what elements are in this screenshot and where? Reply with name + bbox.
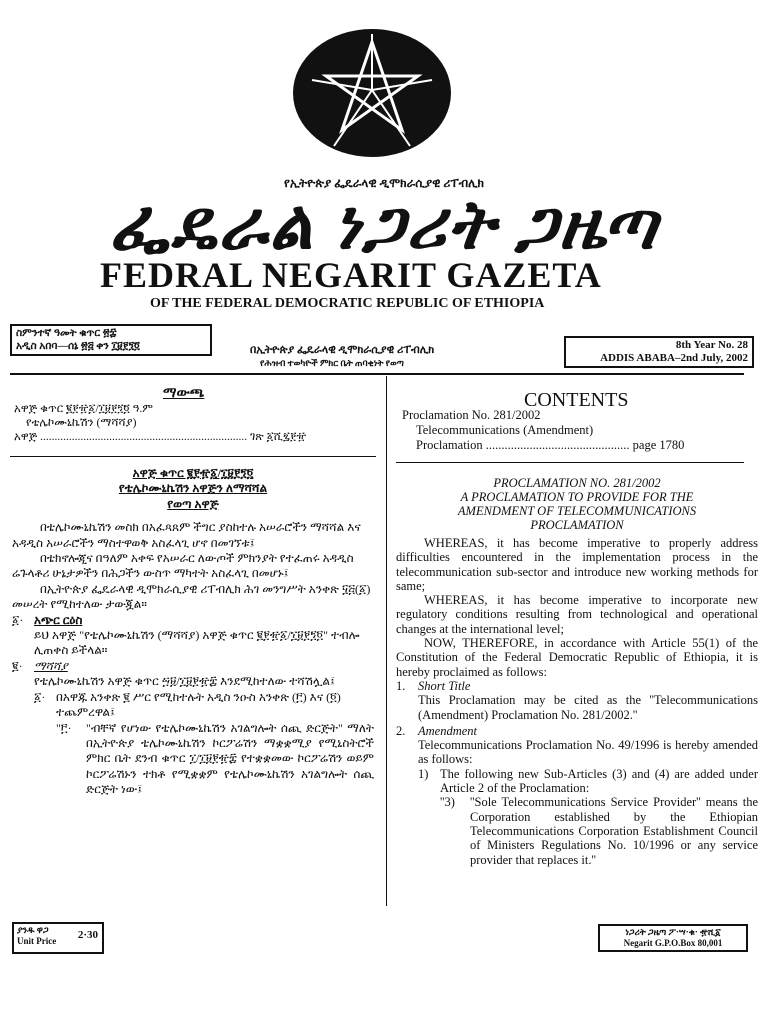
- issue-info-english: [564, 336, 754, 368]
- preamble-paragraph: NOW, THEREFORE, in accordance with Article 55(1) of the Constitution of the Federal Democratic Republic of Ethiopia, it is hereby proclaimed as follows:: [396, 636, 758, 679]
- unit-price-label-amharic: ያንዱ ዋጋ: [17, 925, 49, 935]
- contents-english: [402, 408, 742, 453]
- contents-amharic: [14, 402, 374, 444]
- issue-line: ADDIS ABABA–2nd July, 2002: [600, 352, 748, 364]
- issue-line: ስምንተኛ ዓመት ቁጥር ፳፰: [16, 328, 117, 339]
- preamble-paragraph: WHEREAS, it has become imperative to incorporate new regulatory conditions resulting from technological and operational changes at the international level;: [396, 593, 758, 636]
- unit-price-value: 2·30: [77, 929, 98, 941]
- article-number: 1.: [396, 678, 406, 693]
- article: [12, 659, 374, 674]
- issue-info-amharic: [10, 324, 212, 356]
- contents-title: CONTENTS: [524, 389, 629, 411]
- divider: [396, 462, 744, 463]
- proclamation-heading: AMENDMENT OF TELECOMMUNICATIONS: [457, 504, 697, 518]
- sub-article-number: "፫·: [56, 720, 72, 735]
- article-number: ፪·: [12, 658, 23, 673]
- sub-article-number: ፩·: [34, 689, 46, 704]
- sub-article: [396, 767, 758, 796]
- masthead-english-title: FEDRAL NEGARIT GAZETA: [100, 255, 602, 295]
- preamble-paragraph: WHEREAS, it has become imperative to properly address difficulties encountered in the implementation process in the telecommunication sub-sector and introduce new working methods for same;: [396, 536, 758, 593]
- po-box: [598, 924, 748, 952]
- sub-article-text: "ብቸኛ የሆነው የቴሌኮሙኒኬሽን አገልግሎት ሰጪ ድርጅት" ማለት በኢትዮጵያ ቴሌኮሙኒኬሽን ኮርፖሬሽን ማቋቋሚያ የሚኒስትሮች ምክር ቤት ደንብ ቁጥር ፲/፲፱፻፹፰ የተቋቋመው ኮርፖሬሽን ወይም ኮርፖሬሽኑን ተክቶ የሚቋቋም የቴሌኮሙኒኬሽን አገልግሎት ሰጪ ድርጅት ነው፤: [86, 720, 374, 797]
- masthead-amharic-top: የኢትዮጵያ ፌዴራላዊ ዲሞክራሲያዊ ሪፐብሊክ: [284, 176, 484, 190]
- article-number: ፩·: [12, 612, 24, 627]
- proclamation-heading: A PROCLAMATION TO PROVIDE FOR THE: [460, 490, 694, 504]
- contents-line: Proclamation No. 281/2002: [402, 408, 541, 422]
- divider: [10, 456, 376, 457]
- contents-line: አዋጅ ቁጥር ፪፻፹፩/፲፱፻፺፬ ዓ.ም: [14, 403, 153, 415]
- unit-price-box: [12, 922, 104, 954]
- issue-line: አዲስ አበባ—ሰኔ ፳፭ ቀን ፲፱፻፺፬: [16, 341, 140, 352]
- article-text: Telecommunications Proclamation No. 49/1996 is hereby amended as follows:: [418, 738, 758, 767]
- issue-authority: [250, 344, 434, 370]
- proclamation-heading: የወጣ አዋጅ: [167, 496, 219, 511]
- contents-line: Proclamation .............................................. page 1780: [416, 438, 685, 452]
- issue-authority-line: በኢትዮጵያ ፌዴራላዊ ዲሞክራሲያዊ ሪፐብሊክ: [250, 344, 435, 356]
- proclamation-heading: የቴሌኮሙኒኬሽን አዋጅን ለማሻሻል: [118, 481, 268, 496]
- article-number: 2.: [396, 723, 406, 738]
- english-column: [396, 476, 758, 867]
- preamble-paragraph: በኢትዮጵያ ፌዴራላዊ ዲሞክራሲያዊ ሪፐብሊክ ሕገ መንግሥት አንቀጽ ፶፭(፩) መሠረት የሚከተለው ታውጇል።: [12, 581, 371, 612]
- column-divider: [386, 376, 387, 906]
- masthead-english-subtitle: OF THE FEDERAL DEMOCRATIC REPUBLIC OF ETHIOPIA: [150, 296, 545, 311]
- proclamation-heading: PROCLAMATION NO. 281/2002: [493, 476, 661, 490]
- article: [12, 613, 374, 628]
- sub-article-text: ''Sole Telecommunications Service Provider'' means the Corporation established by the Ethiopian Telecommunications Corporation Establishment Council of Ministers Regulations No. 10/1996 or any service provider that replaces it.'': [470, 795, 758, 867]
- article: [396, 679, 758, 693]
- article-title: Amendment: [418, 723, 478, 738]
- article-title: ማሻሻያ: [34, 658, 68, 673]
- article-title: Short Title: [418, 678, 471, 693]
- contents-line: የቴሌኮሙኒኬሽን (ማሻሻያ): [26, 417, 137, 429]
- proclamation-heading: PROCLAMATION: [530, 518, 624, 532]
- article-text: የቴሌኮሙኒኬሽን አዋጅ ቁጥር ፵፱/፲፱፻፹፰ እንደሚከተለው ተሻሽሏል፤: [34, 674, 335, 689]
- sub-article: [12, 721, 374, 798]
- issue-line: 8th Year No. 28: [675, 339, 748, 351]
- po-box-english: Negarit G.P.O.Box 80,001: [623, 938, 723, 948]
- star-emblem-icon: [292, 28, 452, 158]
- sub-article-number: 1): [418, 766, 429, 781]
- divider: [10, 373, 744, 375]
- masthead-amharic-title: ፌዴራል ነጋሪት ጋዜጣ: [109, 187, 659, 263]
- contents-amharic-title: ማውጫ: [163, 386, 205, 401]
- amharic-column: [12, 466, 374, 798]
- preamble-paragraph: በቴሌኮሙኒኬሽን መስክ በአፈጻጸም ችግር ያስከተሉ አሠራሮችን ማሻሻል እና አዳዲስ አሠራሮችን ማስተዋወቅ አስፈላጊ ሆኖ በመገኘቱ፤: [12, 520, 361, 550]
- unit-price-label: Unit Price: [17, 936, 57, 946]
- sub-article-number: ''3): [440, 795, 455, 810]
- sub-article-text: The following new Sub-Articles (3) and (4) are added under Article 2 of the Proclamation:: [440, 766, 758, 796]
- contents-line: አዋጅ ........................................................................ ገጽ ፩ሺ፯፻፹: [14, 431, 307, 443]
- issue-authority-line: የሕዝብ ተወካዮች ምክር ቤት ጠባቂነት የወጣ: [260, 358, 404, 368]
- preamble-paragraph: በቴክኖሎጂና በዓለም አቀፍ የአሠራር ለውጦች ምክንያት የተፈጠሩ አዳዲስ ሬጉላቶሪ ሁኔታዎችን በሕጋችን ውስጥ ማካተት አስፈላጊ በመሆኑ፤: [12, 551, 354, 581]
- article-title: አጭር ርዕስ: [34, 612, 83, 627]
- sub-article: [12, 690, 374, 721]
- sub-article-text: በአዋጁ አንቀጽ ፪ ሥር የሚከተሉት አዲስ ንዑስ አንቀጽ (፫) እና (፬) ተጨምረዋል፤: [56, 689, 341, 720]
- article: [396, 724, 758, 738]
- po-box-amharic: ነጋሪት ጋዜጣ ፖ·ሣ·ቁ· ፹ሺ፩: [625, 927, 721, 937]
- article-text: ይህ አዋጅ "የቴሌኮሙኒኬሽን (ማሻሻያ) አዋጅ ቁጥር ፪፻፹፩/፲፱፻፺፬" ተብሎ ሊጠቀስ ይችላል።: [34, 628, 360, 658]
- proclamation-heading: አዋጅ ቁጥር ፪፻፹፩/፲፱፻፺፬: [132, 466, 254, 480]
- article-text: This Proclamation may be cited as the ''Telecommunications (Amendment) Proclamation No. 281/2002.'': [418, 693, 758, 722]
- sub-article: [396, 795, 758, 866]
- contents-line: Telecommunications (Amendment): [416, 423, 594, 437]
